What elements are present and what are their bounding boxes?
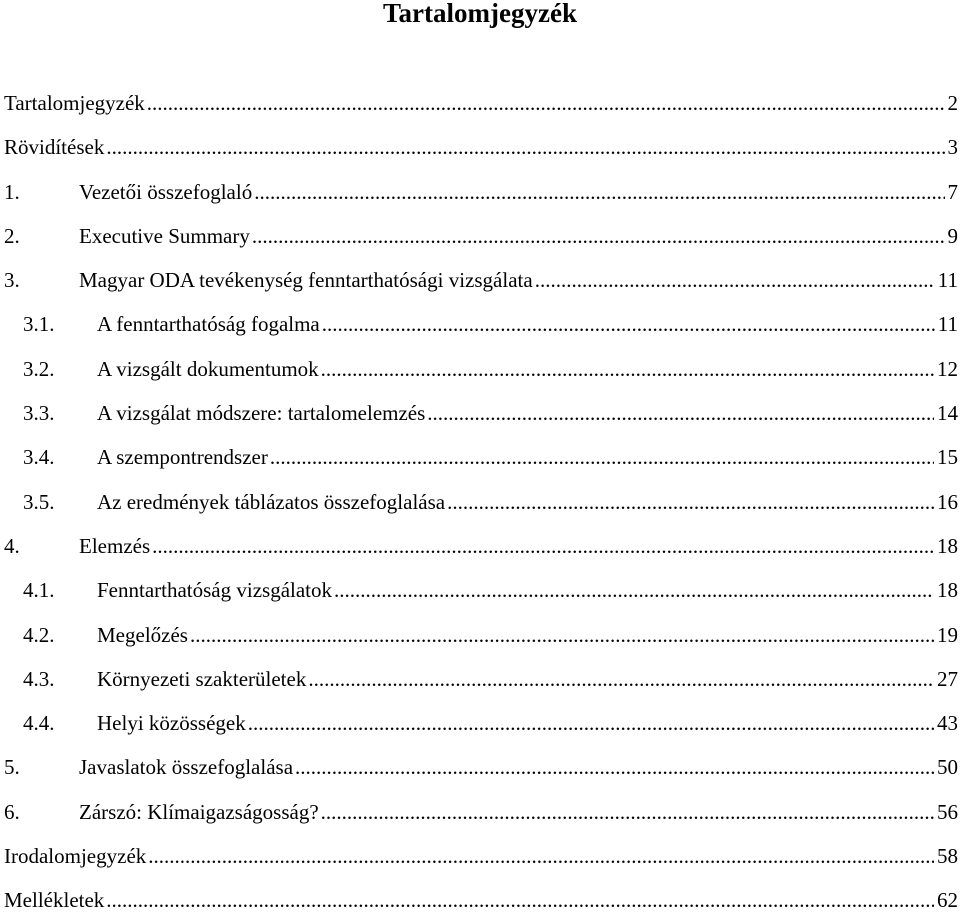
toc-list: [0, 81, 960, 923]
toc-entry-page-number: 7: [948, 170, 960, 214]
toc-entry-page-number: 12: [937, 347, 960, 391]
toc-entry-page-number: 56: [937, 790, 960, 834]
toc-entry-label: Executive Summary: [79, 214, 250, 258]
dot-leader: [270, 435, 934, 479]
toc-entry-page-number: 18: [937, 524, 960, 568]
toc-entry[interactable]: [0, 613, 960, 657]
dot-leader: [321, 790, 934, 834]
toc-entry-label: Helyi közösségek: [97, 701, 246, 745]
toc-entry-label: Elemzés: [79, 524, 150, 568]
toc-entry-label: A szempontrendszer: [97, 435, 268, 479]
dot-leader: [322, 302, 935, 346]
toc-entry-page-number: 27: [937, 657, 960, 701]
dot-leader: [252, 214, 945, 258]
toc-entry-label: Fenntarthatóság vizsgálatok: [97, 568, 332, 612]
toc-entry-page-number: 19: [937, 613, 960, 657]
toc-entry[interactable]: [0, 81, 960, 125]
dot-leader: [248, 701, 934, 745]
toc-entry-label: Környezeti szakterületek: [97, 657, 306, 701]
toc-entry[interactable]: [0, 214, 960, 258]
toc-entry-number: 3.: [4, 258, 79, 302]
toc-entry-label: A fenntarthatóság fogalma: [97, 302, 320, 346]
dot-leader: [190, 613, 934, 657]
dot-leader: [106, 125, 944, 169]
page-title: Tartalomjegyzék: [0, 0, 960, 27]
toc-entry[interactable]: [0, 878, 960, 922]
toc-entry[interactable]: [0, 790, 960, 834]
dot-leader: [148, 834, 934, 878]
toc-entry-number: 4.2.: [23, 613, 97, 657]
toc-entry[interactable]: [0, 125, 960, 169]
toc-entry-page-number: 11: [938, 302, 960, 346]
dot-leader: [147, 81, 945, 125]
toc-entry-page-number: 18: [937, 568, 960, 612]
toc-entry-page-number: 9: [948, 214, 960, 258]
toc-entry-number: 5.: [4, 745, 79, 789]
dot-leader: [321, 347, 934, 391]
toc-entry-label: Az eredmények táblázatos összefoglalása: [97, 480, 445, 524]
dot-leader: [427, 391, 934, 435]
toc-entry-number: 3.3.: [23, 391, 97, 435]
dot-leader: [295, 745, 934, 789]
toc-entry[interactable]: [0, 480, 960, 524]
toc-entry-page-number: 58: [937, 834, 960, 878]
toc-entry-number: 4.4.: [23, 701, 97, 745]
toc-entry-number: 3.4.: [23, 435, 97, 479]
toc-entry[interactable]: [0, 745, 960, 789]
toc-entry[interactable]: [0, 258, 960, 302]
toc-entry-label: A vizsgálat módszere: tartalomelemzés: [97, 391, 425, 435]
toc-entry[interactable]: [0, 347, 960, 391]
dot-leader: [152, 524, 934, 568]
toc-entry[interactable]: [0, 524, 960, 568]
toc-entry-page-number: 15: [937, 435, 960, 479]
dot-leader: [308, 657, 934, 701]
toc-entry-label: Irodalomjegyzék: [4, 834, 146, 878]
toc-entry[interactable]: [0, 568, 960, 612]
toc-entry-label: Zárszó: Klímaigazságosság?: [79, 790, 319, 834]
toc-entry[interactable]: [0, 701, 960, 745]
dot-leader: [106, 878, 934, 922]
dot-leader: [254, 170, 944, 214]
toc-entry-number: 4.3.: [23, 657, 97, 701]
toc-entry-label: Mellékletek: [4, 878, 104, 922]
toc-entry-number: 2.: [4, 214, 79, 258]
toc-entry[interactable]: [0, 657, 960, 701]
dot-leader: [447, 480, 934, 524]
toc-entry-label: A vizsgált dokumentumok: [97, 347, 319, 391]
toc-entry[interactable]: [0, 834, 960, 878]
toc-entry-page-number: 11: [938, 258, 960, 302]
dot-leader: [535, 258, 935, 302]
toc-entry-page-number: 16: [937, 480, 960, 524]
toc-entry[interactable]: [0, 435, 960, 479]
toc-entry-page-number: 14: [937, 391, 960, 435]
toc-entry-number: 4.1.: [23, 568, 97, 612]
toc-entry[interactable]: [0, 302, 960, 346]
toc-entry-label: Magyar ODA tevékenység fenntarthatósági vizsgálata: [79, 258, 533, 302]
toc-entry-page-number: 50: [937, 745, 960, 789]
toc-entry-label: Megelőzés: [97, 613, 188, 657]
toc-entry-page-number: 62: [937, 878, 960, 922]
toc-entry-number: 1.: [4, 170, 79, 214]
toc-entry-page-number: 43: [937, 701, 960, 745]
toc-entry-page-number: 2: [948, 81, 960, 125]
toc-entry[interactable]: [0, 170, 960, 214]
toc-entry-label: Rövidítések: [4, 125, 104, 169]
toc-entry-label: Tartalomjegyzék: [4, 81, 145, 125]
toc-entry-number: 3.5.: [23, 480, 97, 524]
toc-entry-number: 3.2.: [23, 347, 97, 391]
toc-entry[interactable]: [0, 391, 960, 435]
toc-entry-label: Javaslatok összefoglalása: [79, 745, 293, 789]
toc-entry-page-number: 3: [948, 125, 960, 169]
toc-entry-number: 3.1.: [23, 302, 97, 346]
toc-entry-number: 6.: [4, 790, 79, 834]
dot-leader: [334, 568, 934, 612]
toc-entry-label: Vezetői összefoglaló: [79, 170, 252, 214]
toc-entry-number: 4.: [4, 524, 79, 568]
